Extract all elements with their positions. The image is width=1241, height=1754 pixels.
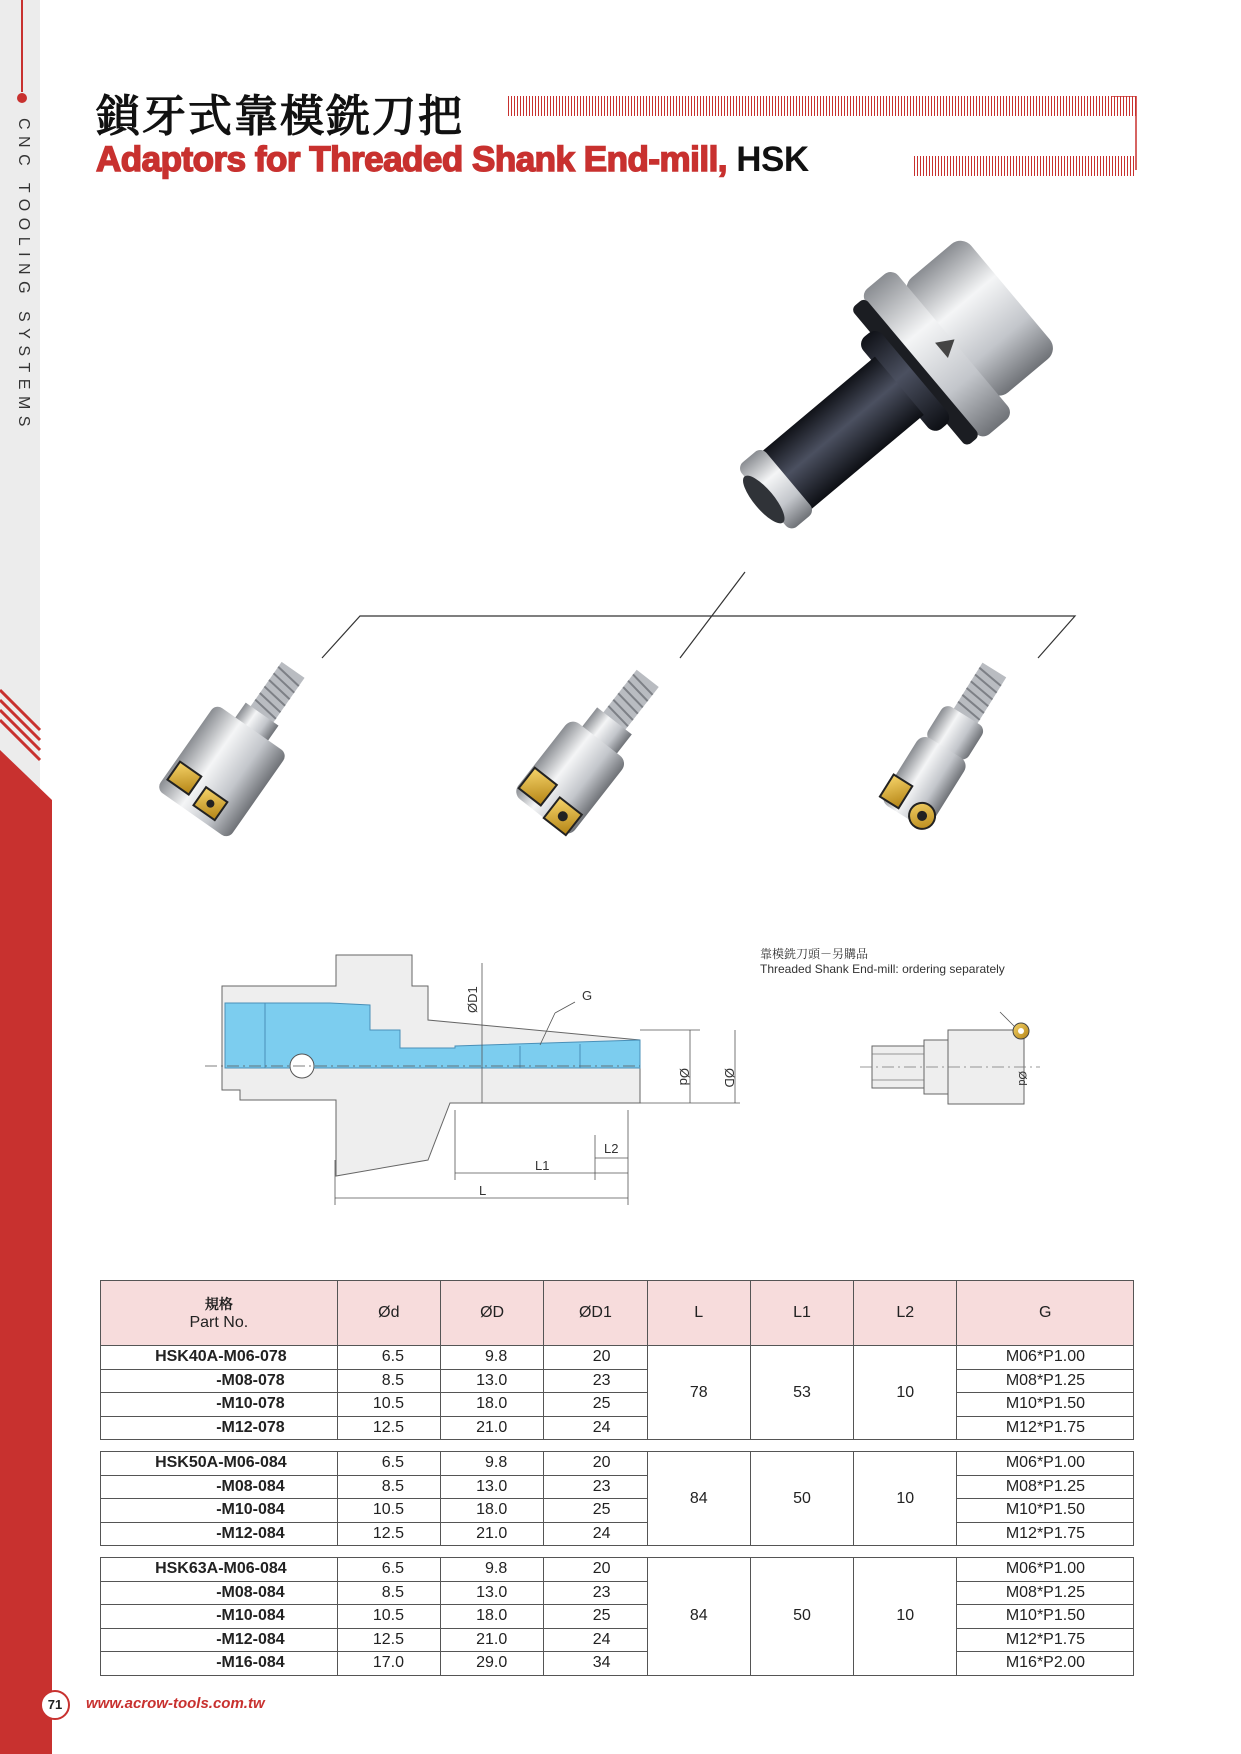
cell-d: 12.5 bbox=[337, 1628, 440, 1652]
table-row bbox=[101, 1605, 1134, 1629]
cell-L2: 10 bbox=[854, 1558, 957, 1676]
label-l: L bbox=[479, 1183, 487, 1198]
ordering-note bbox=[760, 947, 1005, 977]
cell-D: 18.0 bbox=[440, 1393, 543, 1417]
part-no: -M08-084 bbox=[101, 1475, 338, 1499]
table-row bbox=[101, 1499, 1134, 1523]
header-part-no bbox=[101, 1281, 338, 1346]
cell-d: 12.5 bbox=[337, 1416, 440, 1440]
cell-D: 29.0 bbox=[440, 1652, 543, 1676]
cell-G: M08*P1.25 bbox=[957, 1581, 1134, 1605]
cell-L1: 53 bbox=[750, 1346, 853, 1440]
part-no: -M10-084 bbox=[101, 1605, 338, 1629]
ordering-note-en: Threaded Shank End-mill: ordering separately bbox=[760, 962, 1005, 976]
cell-G: M06*P1.00 bbox=[957, 1346, 1134, 1370]
cell-d: 8.5 bbox=[337, 1475, 440, 1499]
cell-d: 6.5 bbox=[337, 1452, 440, 1476]
part-no: -M08-078 bbox=[101, 1369, 338, 1393]
cell-L: 78 bbox=[647, 1346, 750, 1440]
part-no: -M10-078 bbox=[101, 1393, 338, 1417]
cell-d: 10.5 bbox=[337, 1499, 440, 1523]
cell-L1: 50 bbox=[750, 1558, 853, 1676]
cell-d: 12.5 bbox=[337, 1522, 440, 1546]
table-row bbox=[101, 1475, 1134, 1499]
cell-G: M10*P1.50 bbox=[957, 1499, 1134, 1523]
header-part-en: Part No. bbox=[189, 1314, 249, 1331]
cell-D: 9.8 bbox=[440, 1558, 543, 1582]
cell-G: M10*P1.50 bbox=[957, 1605, 1134, 1629]
part-no: -M16-084 bbox=[101, 1652, 338, 1676]
header-D1: ØD1 bbox=[544, 1281, 647, 1346]
part-no: -M12-078 bbox=[101, 1416, 338, 1440]
page-title-en-main: Adaptors for Threaded Shank End-mill, bbox=[96, 140, 728, 179]
cell-D1: 25 bbox=[544, 1499, 647, 1523]
cell-G: M10*P1.50 bbox=[957, 1393, 1134, 1417]
cell-D1: 23 bbox=[544, 1475, 647, 1499]
cell-D1: 24 bbox=[544, 1416, 647, 1440]
group-gap bbox=[101, 1546, 1134, 1558]
cell-D1: 20 bbox=[544, 1452, 647, 1476]
cell-d: 17.0 bbox=[337, 1652, 440, 1676]
label-d1: ØD1 bbox=[465, 986, 480, 1013]
table-header-row bbox=[101, 1281, 1134, 1346]
cell-D1: 34 bbox=[544, 1652, 647, 1676]
cell-L2: 10 bbox=[854, 1346, 957, 1440]
label-small-d: Ød bbox=[677, 1068, 692, 1086]
cell-D: 13.0 bbox=[440, 1475, 543, 1499]
label-g: G bbox=[582, 988, 593, 1003]
part-no: -M10-084 bbox=[101, 1499, 338, 1523]
technical-drawing bbox=[0, 940, 1241, 1210]
hsk-holder-image bbox=[695, 220, 1071, 579]
header-D: ØD bbox=[440, 1281, 543, 1346]
connector-lines bbox=[322, 572, 1075, 658]
header-L2: L2 bbox=[854, 1281, 957, 1346]
cell-D1: 23 bbox=[544, 1369, 647, 1393]
ordering-note-zh: 靠模銑刀頭－另購品 bbox=[760, 947, 869, 961]
label-l2: L2 bbox=[604, 1141, 619, 1156]
header-G: G bbox=[957, 1281, 1134, 1346]
end-mill-head-3 bbox=[876, 654, 1019, 834]
cell-d: 10.5 bbox=[337, 1393, 440, 1417]
table-row bbox=[101, 1558, 1134, 1582]
cell-G: M08*P1.25 bbox=[957, 1475, 1134, 1499]
cell-G: M12*P1.75 bbox=[957, 1522, 1134, 1546]
cell-d: 6.5 bbox=[337, 1346, 440, 1370]
cell-G: M16*P2.00 bbox=[957, 1652, 1134, 1676]
cell-D: 21.0 bbox=[440, 1522, 543, 1546]
label-mill-d: Ød bbox=[1016, 1071, 1028, 1086]
cell-D1: 20 bbox=[544, 1558, 647, 1582]
header-part-zh: 規格 bbox=[204, 1297, 233, 1313]
cell-D: 13.0 bbox=[440, 1369, 543, 1393]
cell-d: 10.5 bbox=[337, 1605, 440, 1629]
spec-table bbox=[100, 1280, 1134, 1676]
cell-D1: 24 bbox=[544, 1522, 647, 1546]
cell-G: M12*P1.75 bbox=[957, 1416, 1134, 1440]
table-row bbox=[101, 1581, 1134, 1605]
cell-G: M08*P1.25 bbox=[957, 1369, 1134, 1393]
end-mill-head-1 bbox=[156, 645, 329, 840]
table-row bbox=[101, 1369, 1134, 1393]
cell-L2: 10 bbox=[854, 1452, 957, 1546]
part-no: -M12-084 bbox=[101, 1628, 338, 1652]
side-label: CNC TOOLING SYSTEMS bbox=[15, 118, 32, 433]
cell-D1: 25 bbox=[544, 1605, 647, 1629]
table-row bbox=[101, 1346, 1134, 1370]
cell-d: 8.5 bbox=[337, 1369, 440, 1393]
label-big-d: ØD bbox=[722, 1068, 737, 1088]
cell-D1: 23 bbox=[544, 1581, 647, 1605]
cell-G: M06*P1.00 bbox=[957, 1452, 1134, 1476]
cell-D1: 20 bbox=[544, 1346, 647, 1370]
header-L: L bbox=[647, 1281, 750, 1346]
table-row bbox=[101, 1652, 1134, 1676]
spec-table-wrap bbox=[100, 1280, 1134, 1676]
end-mill-head-2 bbox=[512, 656, 676, 837]
cell-L: 84 bbox=[647, 1452, 750, 1546]
table-row bbox=[101, 1522, 1134, 1546]
cell-D: 21.0 bbox=[440, 1628, 543, 1652]
website-link[interactable]: www.acrow-tools.com.tw bbox=[86, 1695, 265, 1712]
part-no: -M08-084 bbox=[101, 1581, 338, 1605]
page-number: 71 bbox=[40, 1690, 70, 1720]
table-row bbox=[101, 1416, 1134, 1440]
cell-D: 9.8 bbox=[440, 1346, 543, 1370]
part-no: HSK40A-M06-078 bbox=[101, 1346, 338, 1370]
page-title-zh: 鎖牙式靠模銑刀把 bbox=[96, 91, 464, 142]
cell-D: 21.0 bbox=[440, 1416, 543, 1440]
cell-D1: 24 bbox=[544, 1628, 647, 1652]
cell-D: 13.0 bbox=[440, 1581, 543, 1605]
cell-G: M12*P1.75 bbox=[957, 1628, 1134, 1652]
cell-G: M06*P1.00 bbox=[957, 1558, 1134, 1582]
cell-D: 18.0 bbox=[440, 1499, 543, 1523]
header-d: Ød bbox=[337, 1281, 440, 1346]
part-no: -M12-084 bbox=[101, 1522, 338, 1546]
cell-D: 18.0 bbox=[440, 1605, 543, 1629]
group-gap bbox=[101, 1440, 1134, 1452]
part-no: HSK63A-M06-084 bbox=[101, 1558, 338, 1582]
part-no: HSK50A-M06-084 bbox=[101, 1452, 338, 1476]
table-row bbox=[101, 1452, 1134, 1476]
cell-D1: 25 bbox=[544, 1393, 647, 1417]
label-l1: L1 bbox=[535, 1158, 550, 1173]
page-title-en-suffix: HSK bbox=[736, 140, 809, 179]
cell-d: 8.5 bbox=[337, 1581, 440, 1605]
cell-L: 84 bbox=[647, 1558, 750, 1676]
cell-d: 6.5 bbox=[337, 1558, 440, 1582]
header-L1: L1 bbox=[750, 1281, 853, 1346]
table-row bbox=[101, 1393, 1134, 1417]
cell-D: 9.8 bbox=[440, 1452, 543, 1476]
cell-L1: 50 bbox=[750, 1452, 853, 1546]
table-row bbox=[101, 1628, 1134, 1652]
